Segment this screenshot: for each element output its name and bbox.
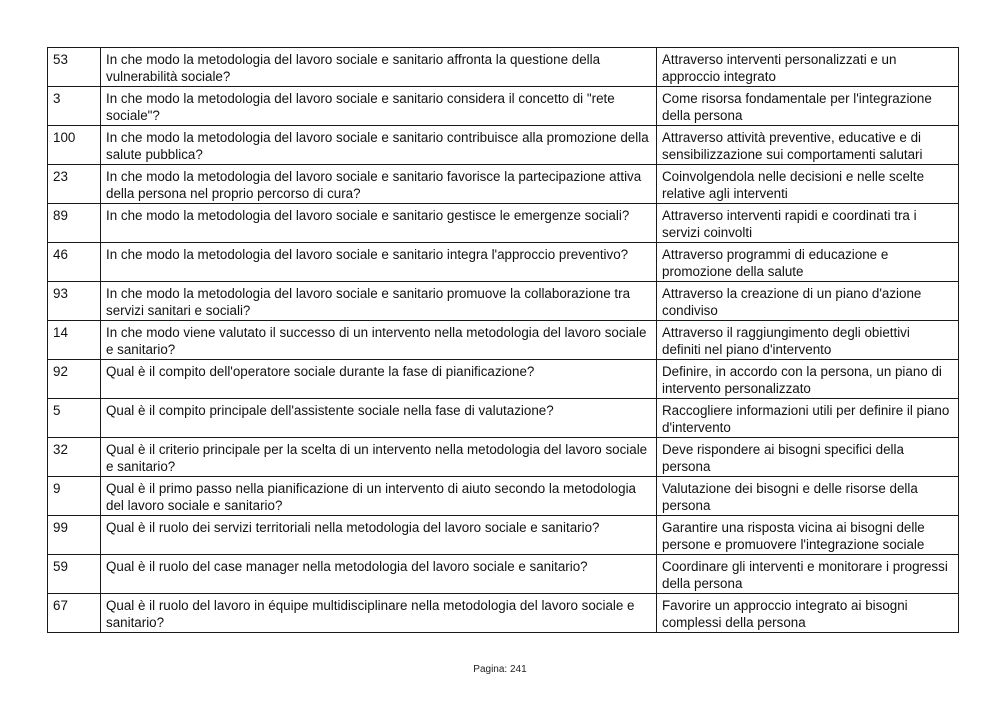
- table-row: [48, 321, 959, 360]
- qa-table-body: [48, 48, 959, 633]
- question-number-cell: 9: [48, 477, 101, 516]
- question-cell: In che modo la metodologia del lavoro sociale e sanitario contribuisce alla promozione della salute pubblica?: [101, 126, 657, 165]
- question-cell: Qual è il ruolo dei servizi territoriali nella metodologia del lavoro sociale e sanitario?: [101, 516, 657, 555]
- question-cell: In che modo la metodologia del lavoro sociale e sanitario promuove la collaborazione tra servizi sanitari e sociali?: [101, 282, 657, 321]
- question-number-cell: 23: [48, 165, 101, 204]
- table-row: [48, 243, 959, 282]
- answer-cell: Attraverso il raggiungimento degli obiettivi definiti nel piano d'intervento: [657, 321, 959, 360]
- table-row: [48, 360, 959, 399]
- question-number-cell: 53: [48, 48, 101, 87]
- question-cell: Qual è il ruolo del case manager nella metodologia del lavoro sociale e sanitario?: [101, 555, 657, 594]
- answer-cell: Attraverso programmi di educazione e promozione della salute: [657, 243, 959, 282]
- question-cell: Qual è il compito dell'operatore sociale durante la fase di pianificazione?: [101, 360, 657, 399]
- question-cell: In che modo la metodologia del lavoro sociale e sanitario affronta la questione della vulnerabilità sociale?: [101, 48, 657, 87]
- question-cell: In che modo la metodologia del lavoro sociale e sanitario integra l'approccio preventivo?: [101, 243, 657, 282]
- question-number-cell: 100: [48, 126, 101, 165]
- answer-cell: Come risorsa fondamentale per l'integrazione della persona: [657, 87, 959, 126]
- table-row: [48, 594, 959, 633]
- question-cell: In che modo la metodologia del lavoro sociale e sanitario gestisce le emergenze sociali?: [101, 204, 657, 243]
- answer-cell: Valutazione dei bisogni e delle risorse della persona: [657, 477, 959, 516]
- answer-cell: Attraverso attività preventive, educative e di sensibilizzazione sui comportamenti salutari: [657, 126, 959, 165]
- table-row: [48, 48, 959, 87]
- table-row: [48, 555, 959, 594]
- answer-cell: Attraverso la creazione di un piano d'azione condiviso: [657, 282, 959, 321]
- question-cell: Qual è il criterio principale per la scelta di un intervento nella metodologia del lavoro sociale e sanitario?: [101, 438, 657, 477]
- table-row: [48, 477, 959, 516]
- answer-cell: Definire, in accordo con la persona, un piano di intervento personalizzato: [657, 360, 959, 399]
- table-row: [48, 438, 959, 477]
- question-cell: Qual è il primo passo nella pianificazione di un intervento di aiuto secondo la metodologia del lavoro sociale e sanitario?: [101, 477, 657, 516]
- question-cell: In che modo viene valutato il successo di un intervento nella metodologia del lavoro sociale e sanitario?: [101, 321, 657, 360]
- table-row: [48, 165, 959, 204]
- question-number-cell: 5: [48, 399, 101, 438]
- answer-cell: Favorire un approccio integrato ai bisogni complessi della persona: [657, 594, 959, 633]
- answer-cell: Raccogliere informazioni utili per definire il piano d'intervento: [657, 399, 959, 438]
- answer-cell: Garantire una risposta vicina ai bisogni delle persone e promuovere l'integrazione sociale: [657, 516, 959, 555]
- question-number-cell: 92: [48, 360, 101, 399]
- question-number-cell: 3: [48, 87, 101, 126]
- page-number: Pagina: 241: [473, 664, 527, 675]
- question-number-cell: 93: [48, 282, 101, 321]
- question-cell: Qual è il compito principale dell'assistente sociale nella fase di valutazione?: [101, 399, 657, 438]
- table-row: [48, 399, 959, 438]
- answer-cell: Attraverso interventi personalizzati e un approccio integrato: [657, 48, 959, 87]
- table-row: [48, 87, 959, 126]
- answer-cell: Coinvolgendola nelle decisioni e nelle scelte relative agli interventi: [657, 165, 959, 204]
- question-number-cell: 14: [48, 321, 101, 360]
- question-cell: In che modo la metodologia del lavoro sociale e sanitario considera il concetto di "rete sociale"?: [101, 87, 657, 126]
- question-cell: In che modo la metodologia del lavoro sociale e sanitario favorisce la partecipazione attiva della persona nel proprio percorso di cura?: [101, 165, 657, 204]
- table-row: [48, 204, 959, 243]
- question-number-cell: 99: [48, 516, 101, 555]
- answer-cell: Attraverso interventi rapidi e coordinati tra i servizi coinvolti: [657, 204, 959, 243]
- table-row: [48, 282, 959, 321]
- question-number-cell: 89: [48, 204, 101, 243]
- question-number-cell: 46: [48, 243, 101, 282]
- table-row: [48, 126, 959, 165]
- question-cell: Qual è il ruolo del lavoro in équipe multidisciplinare nella metodologia del lavoro sociale e sanitario?: [101, 594, 657, 633]
- qa-table: [47, 47, 959, 633]
- table-row: [48, 516, 959, 555]
- answer-cell: Deve rispondere ai bisogni specifici della persona: [657, 438, 959, 477]
- question-number-cell: 67: [48, 594, 101, 633]
- answer-cell: Coordinare gli interventi e monitorare i progressi della persona: [657, 555, 959, 594]
- question-number-cell: 32: [48, 438, 101, 477]
- question-number-cell: 59: [48, 555, 101, 594]
